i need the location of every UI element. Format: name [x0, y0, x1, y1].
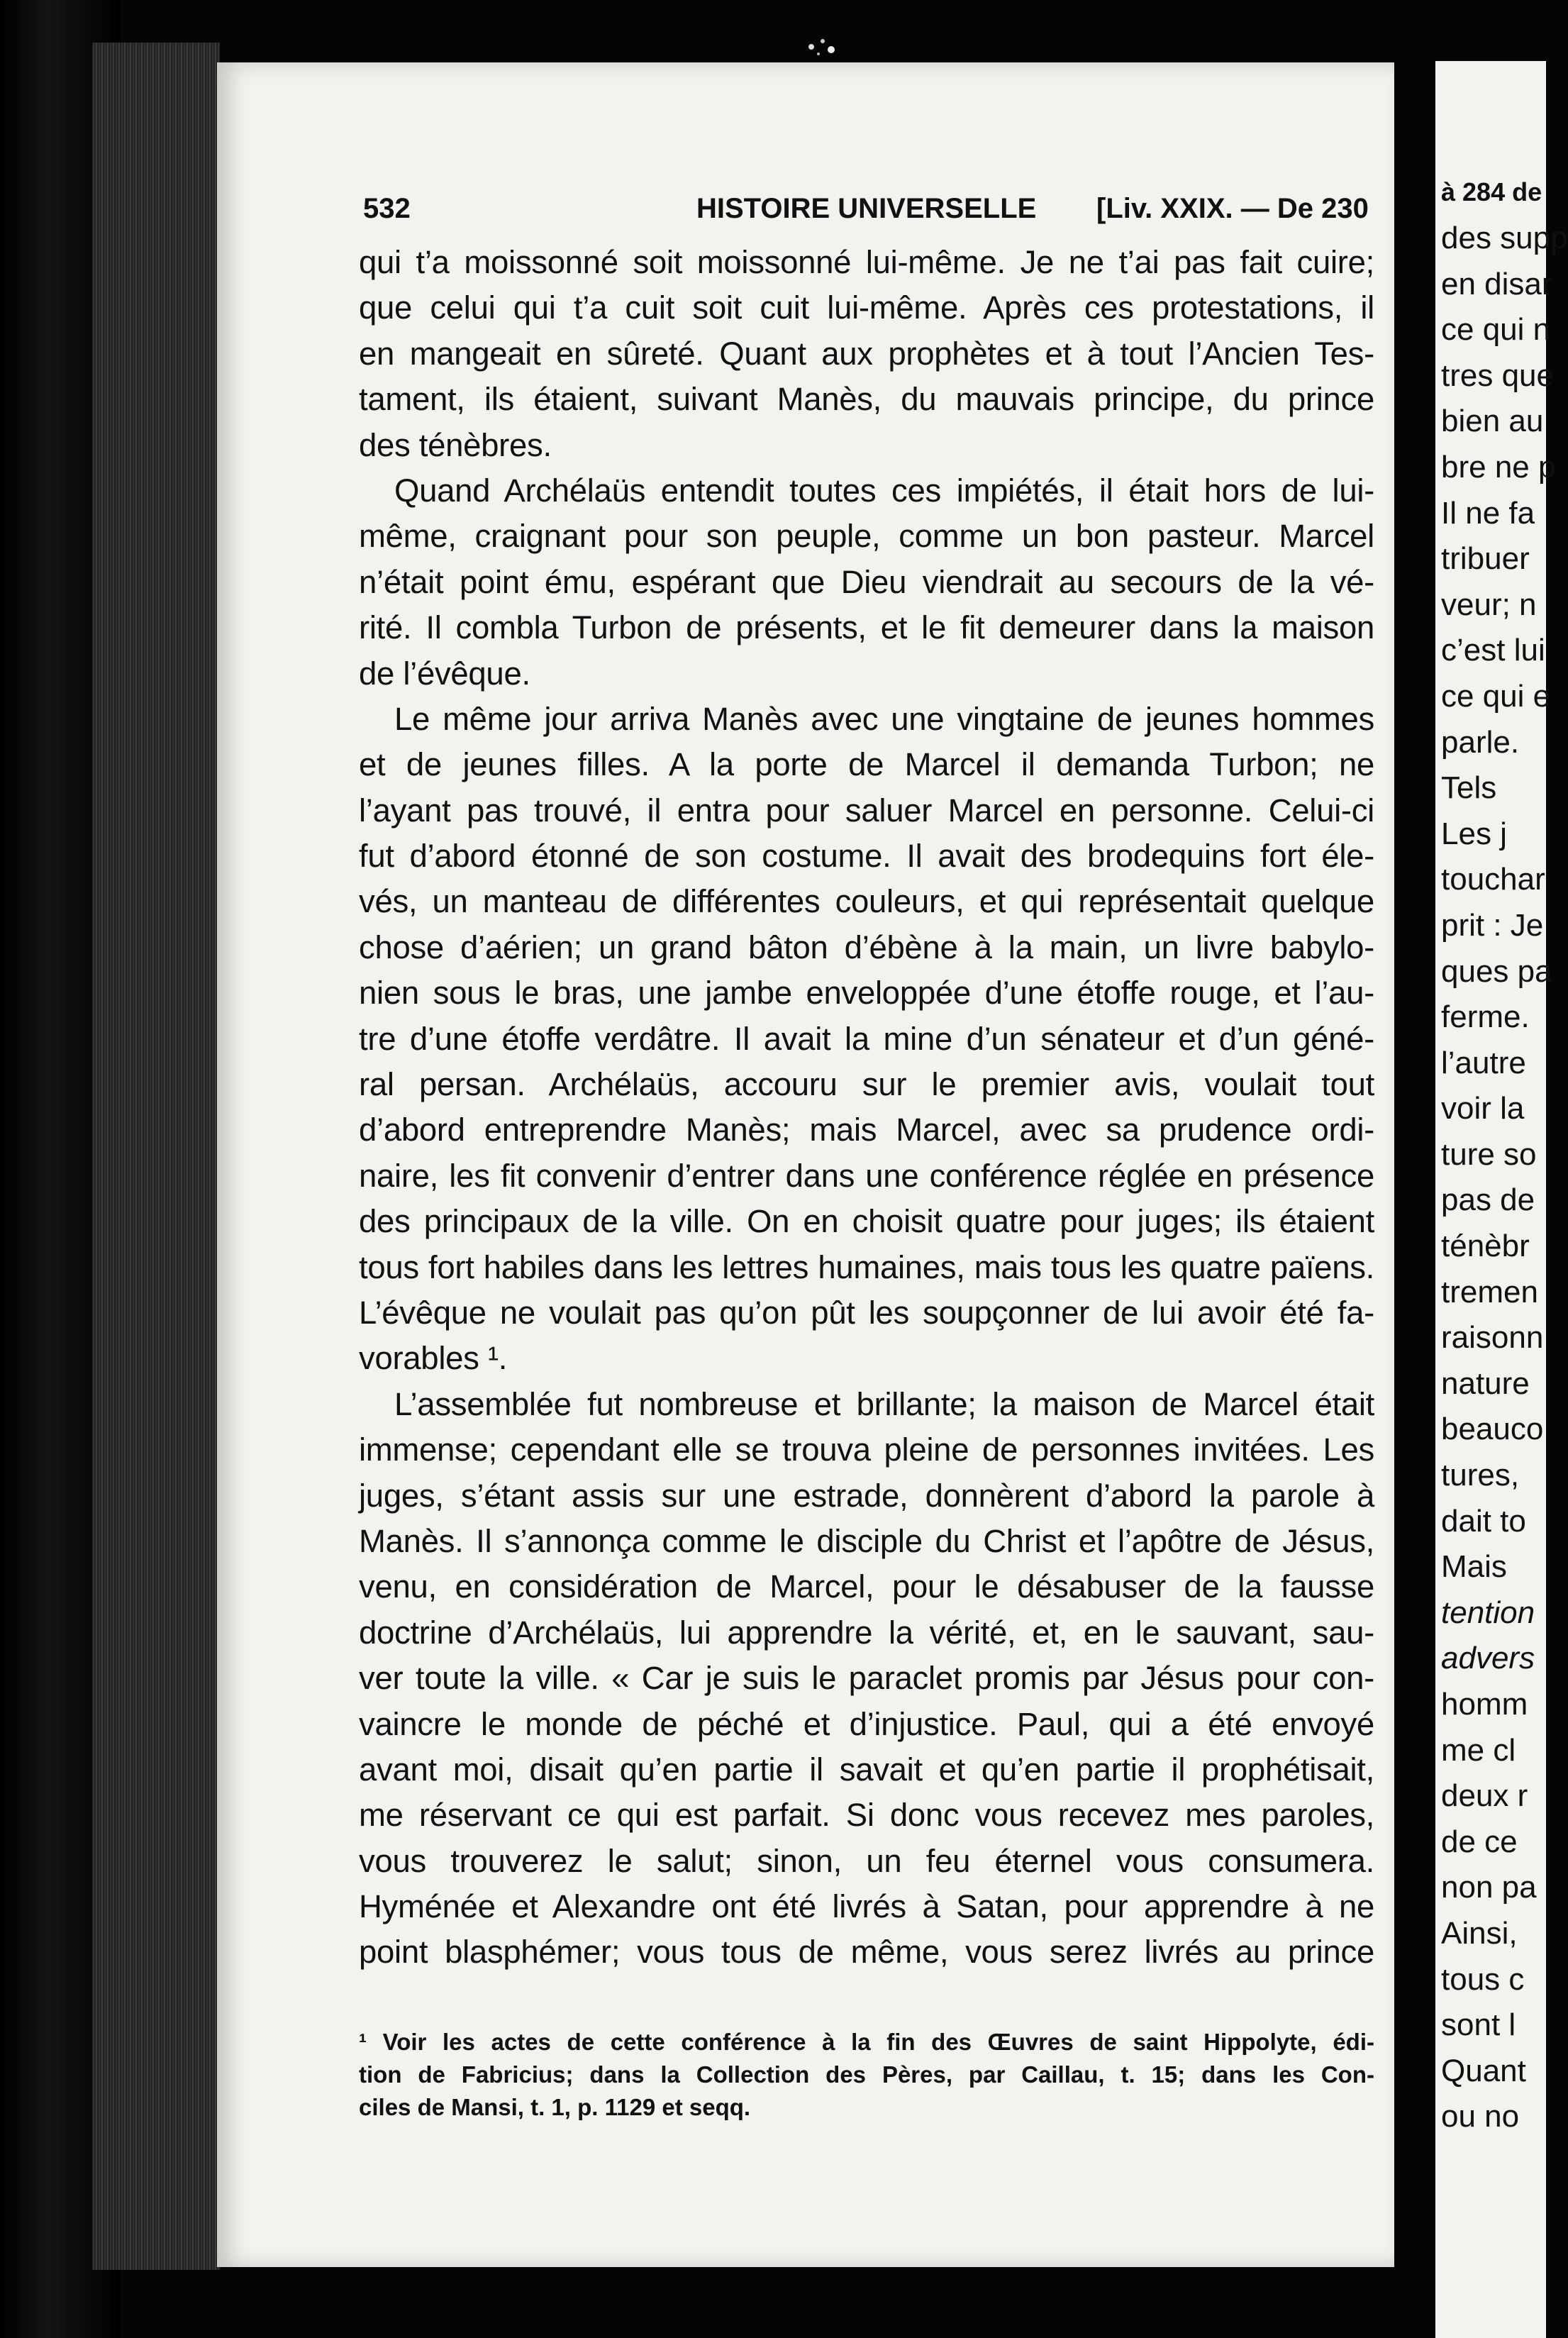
text-line: qui t’a moissonné soit moissonné lui-même. Je ne t’ai pas fait cuire; [359, 244, 1374, 280]
adjacent-text-line: tres que [1441, 358, 1554, 393]
adjacent-text-line: tous c [1441, 1961, 1525, 1997]
adjacent-text-line: en disar [1441, 266, 1552, 301]
text-line: n’était point ému, espérant que Dieu viendrait au secours de la vé- [359, 563, 1374, 600]
text-line: juges, s’étant assis sur une estrade, donnèrent d’abord la parole à [359, 1477, 1374, 1514]
adjacent-text-line: ture so [1441, 1136, 1537, 1172]
adjacent-text-line: homm [1441, 1687, 1528, 1722]
adjacent-text-line: advers [1441, 1641, 1535, 1676]
adjacent-text-line: Ainsi, [1441, 1915, 1518, 1951]
adjacent-text-line: deux r [1441, 1778, 1528, 1814]
text-line: ral persan. Archélaüs, accouru sur le premier avis, voulait tout [359, 1066, 1374, 1103]
adjacent-text-line: me cl [1441, 1732, 1516, 1768]
adjacent-text-line: ques pa [1441, 953, 1552, 989]
adjacent-text-line: Il ne fa [1441, 495, 1535, 531]
text-line: des ténèbres. [359, 426, 552, 463]
adjacent-text-line: Tels [1441, 770, 1497, 806]
text-line: Manès. Il s’annonça comme le disciple du Christ et l’apôtre de Jésus, [359, 1522, 1374, 1559]
text-line: L’assemblée fut nombreuse et brillante; la maison de Marcel était [394, 1385, 1374, 1422]
text-line: que celui qui t’a cuit soit cuit lui-même. Après ces protestations, il [359, 289, 1374, 326]
text-line: Le même jour arriva Manès avec une vingtaine de jeunes hommes [394, 700, 1374, 737]
adjacent-text-line: voir la [1441, 1091, 1525, 1126]
adjacent-text-line: tremen [1441, 1274, 1538, 1309]
text-line: me réservant ce qui est parfait. Si donc vous recevez mes paroles, [359, 1797, 1374, 1834]
text-line: immense; cependant elle se trouva pleine de personnes invitées. Les [359, 1431, 1374, 1468]
footnote-line: ciles de Mansi, t. 1, p. 1129 et seqq. [359, 2094, 751, 2120]
adjacent-text-line: Mais [1441, 1549, 1507, 1585]
adjacent-text-line: raisonn [1441, 1320, 1544, 1356]
adjacent-page-header: à 284 de [1441, 177, 1542, 206]
text-line: tous fort habiles dans les lettres humaines, mais tous les quatre païens. [359, 1248, 1374, 1285]
adjacent-text-line: veur; n [1441, 587, 1537, 622]
page-edges [92, 43, 220, 2270]
adjacent-text-line: ce qui n [1441, 312, 1551, 348]
adjacent-text-line: beauco [1441, 1412, 1544, 1447]
running-header [217, 193, 1394, 236]
text-line: doctrine d’Archélaüs, lui apprendre la vérité, et, en le sauvant, sau- [359, 1614, 1374, 1651]
text-line: Quand Archélaüs entendit toutes ces impiétés, il était hors de lui- [394, 472, 1374, 509]
adjacent-text-line: Quant [1441, 2053, 1526, 2088]
text-line: en mangeait en sûreté. Quant aux prophètes et à tout l’Ancien Tes- [359, 335, 1374, 372]
adjacent-text-line: l’autre [1441, 1045, 1526, 1080]
text-line: chose d’aérien; un grand bâton d’ébène à la main, un livre babylo- [359, 929, 1374, 965]
text-line: et de jeunes filles. A la porte de Marcel il demanda Turbon; ne [359, 746, 1374, 783]
adjacent-text-line: sont l [1441, 2007, 1516, 2043]
gutter [1394, 0, 1435, 2338]
body-text [359, 240, 1374, 1976]
text-line: de l’évêque. [359, 655, 530, 692]
adjacent-text-line: ou no [1441, 2099, 1520, 2134]
adjacent-text-line: parle. [1441, 724, 1520, 760]
running-title: HISTOIRE UNIVERSELLE [696, 193, 1037, 224]
adjacent-text-line: tribuer [1441, 541, 1530, 577]
adjacent-text-line: Les j [1441, 816, 1507, 851]
text-line: rité. Il combla Turbon de présents, et le fit demeurer dans la maison [359, 609, 1374, 646]
adjacent-text-line: tention [1441, 1595, 1535, 1630]
adjacent-text-line: dait to [1441, 1503, 1526, 1539]
adjacent-text-line: nature [1441, 1365, 1530, 1401]
text-line: naire, les fit convenir d’entrer dans une conférence réglée en présence [359, 1157, 1374, 1194]
text-line: point blasphémer; vous tous de même, vous serez livrés au prince [359, 1934, 1374, 1971]
adjacent-text-line: touchar [1441, 862, 1545, 897]
adjacent-page-text [1441, 216, 1568, 2140]
adjacent-text-line: bien au [1441, 404, 1544, 439]
text-line: vés, un manteau de différentes couleurs, et qui représentait quelque [359, 883, 1374, 920]
text-line: avant moi, disait qu’en partie il savait et qu’en partie il prophétisait, [359, 1751, 1374, 1788]
text-line: vous trouverez le salut; sinon, un feu éternel vous consumera. [359, 1842, 1374, 1879]
adjacent-text-line: prit : Je [1441, 907, 1544, 943]
text-line: vorables ¹. [359, 1340, 508, 1377]
text-line: Hyménée et Alexandre ont été livrés à Satan, pour apprendre à ne [359, 1888, 1374, 1925]
adjacent-text-line: pas de [1441, 1182, 1535, 1218]
footnote-line: tion de Fabricius; dans la Collection des Pères, par Caillau, t. 15; dans les Con- [359, 2061, 1374, 2088]
adjacent-text-line: c’est lui [1441, 633, 1545, 668]
adjacent-text-line: ce qui e [1441, 678, 1551, 714]
adjacent-text-line: ferme. [1441, 999, 1530, 1035]
adjacent-text-line: bre ne p [1441, 449, 1556, 484]
adjacent-text-line: de ce [1441, 1824, 1518, 1859]
footnote-line: ¹ Voir les actes de cette conférence à la fin des Œuvres de saint Hippolyte, édi- [359, 2029, 1374, 2055]
text-line: tre d’une étoffe verdâtre. Il avait la mine d’un sénateur et d’un géné- [359, 1020, 1374, 1057]
text-line: même, craignant pour son peuple, comme un bon pasteur. Marcel [359, 518, 1374, 555]
book-page [217, 62, 1394, 2267]
adjacent-text-line: tures, [1441, 1458, 1520, 1493]
adjacent-text-line: non pa [1441, 1870, 1537, 1905]
footnotes [359, 2026, 1374, 2124]
text-line: des principaux de la ville. On en choisit quatre pour juges; ils étaient [359, 1203, 1374, 1240]
text-line: tament, ils étaient, suivant Manès, du mauvais principe, du prince [359, 381, 1374, 418]
section-reference: [Liv. XXIX. — De 230 [1096, 193, 1369, 224]
text-line: L’évêque ne voulait pas qu’on pût les soupçonner de lui avoir été fa- [359, 1294, 1374, 1331]
text-line: fut d’abord étonné de son costume. Il avait des brodequins fort éle- [359, 838, 1374, 875]
text-line: vaincre le monde de péché et d’injustice. Paul, qui a été envoyé [359, 1705, 1374, 1742]
text-line: nien sous le bras, une jambe enveloppée d’une étoffe rouge, et l’au- [359, 975, 1374, 1012]
adjacent-text-line: ténèbr [1441, 1229, 1530, 1264]
page-number: 532 [363, 193, 411, 224]
text-line: l’ayant pas trouvé, il entra pour saluer Marcel en personne. Celui-ci [359, 792, 1374, 829]
text-line: venu, en considération de Marcel, pour le désabuser de la fausse [359, 1568, 1374, 1605]
adjacent-page [1435, 61, 1568, 2338]
scan-specks [801, 28, 844, 64]
adjacent-text-line: des supp [1441, 221, 1568, 255]
text-line: d’abord entreprendre Manès; mais Marcel, avec sa prudence ordi- [359, 1112, 1374, 1148]
text-line: ver toute la ville. « Car je suis le paraclet promis par Jésus pour con- [359, 1660, 1374, 1697]
